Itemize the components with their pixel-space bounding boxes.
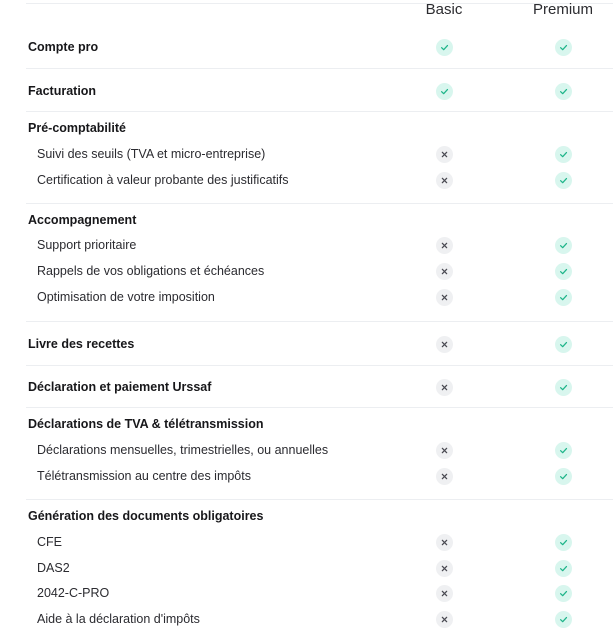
section-heading <box>0 207 613 233</box>
feature-row <box>0 529 613 555</box>
cross-icon <box>436 560 453 577</box>
row-divider <box>26 407 613 408</box>
feature-label: Optimisation de votre imposition <box>37 290 215 304</box>
feature-label: DAS2 <box>37 561 70 575</box>
check-icon <box>555 560 572 577</box>
feature-row <box>0 331 613 357</box>
feature-label: Déclarations mensuelles, trimestrielles, ou annuelles <box>37 443 329 457</box>
check-icon <box>555 39 572 56</box>
cross-icon <box>436 336 453 353</box>
feature-label: Support prioritaire <box>37 238 137 252</box>
feature-label: Facturation <box>28 84 97 98</box>
check-icon <box>555 263 572 280</box>
feature-label: 2042-C-PRO <box>37 586 110 600</box>
cross-icon <box>436 146 453 163</box>
feature-label: Télétransmission au centre des impôts <box>37 469 251 483</box>
row-divider <box>26 68 613 69</box>
check-icon <box>555 379 572 396</box>
cross-icon <box>436 237 453 254</box>
cross-icon <box>436 379 453 396</box>
section-heading <box>0 115 613 141</box>
feature-label: Pré-comptabilité <box>28 121 126 135</box>
feature-row <box>0 463 613 489</box>
check-icon <box>555 611 572 628</box>
feature-row <box>0 555 613 581</box>
cross-icon <box>436 585 453 602</box>
check-icon <box>555 585 572 602</box>
section-heading <box>0 411 613 437</box>
feature-row <box>0 437 613 463</box>
section-heading <box>0 503 613 529</box>
feature-label: Déclaration et paiement Urssaf <box>28 380 212 394</box>
feature-label: Compte pro <box>28 40 99 54</box>
feature-row <box>0 606 613 632</box>
feature-label: Certification à valeur probante des justificatifs <box>37 173 289 187</box>
check-icon <box>555 336 572 353</box>
row-divider <box>26 111 613 112</box>
feature-row <box>0 141 613 167</box>
feature-row <box>0 258 613 284</box>
cross-icon <box>436 442 453 459</box>
row-divider <box>26 499 613 500</box>
feature-label: CFE <box>37 535 62 549</box>
check-icon <box>436 39 453 56</box>
feature-label: Accompagnement <box>28 213 137 227</box>
check-icon <box>555 442 572 459</box>
check-icon <box>555 146 572 163</box>
cross-icon <box>436 289 453 306</box>
feature-row <box>0 580 613 606</box>
feature-label: Aide à la déclaration d'impôts <box>37 612 200 626</box>
feature-row <box>0 78 613 104</box>
cross-icon <box>436 611 453 628</box>
cross-icon <box>436 468 453 485</box>
feature-label: Déclarations de TVA & télétransmission <box>28 417 264 431</box>
feature-label: Suivi des seuils (TVA et micro-entreprise) <box>37 147 266 161</box>
check-icon <box>555 289 572 306</box>
check-icon <box>436 83 453 100</box>
feature-row <box>0 374 613 400</box>
feature-row <box>0 167 613 193</box>
feature-row <box>0 284 613 310</box>
cross-icon <box>436 534 453 551</box>
plan-header-premium: Premium <box>532 1 593 18</box>
feature-label: Rappels de vos obligations et échéances <box>37 264 265 278</box>
check-icon <box>555 468 572 485</box>
cross-icon <box>436 172 453 189</box>
feature-row <box>0 232 613 258</box>
plan-header-basic: Basic <box>425 1 463 18</box>
check-icon <box>555 237 572 254</box>
row-divider <box>26 203 613 204</box>
row-divider <box>26 365 613 366</box>
cross-icon <box>436 263 453 280</box>
feature-row <box>0 34 613 60</box>
check-icon <box>555 83 572 100</box>
check-icon <box>555 172 572 189</box>
feature-label: Génération des documents obligatoires <box>28 509 264 523</box>
row-divider <box>26 321 613 322</box>
feature-label: Livre des recettes <box>28 337 135 351</box>
check-icon <box>555 534 572 551</box>
